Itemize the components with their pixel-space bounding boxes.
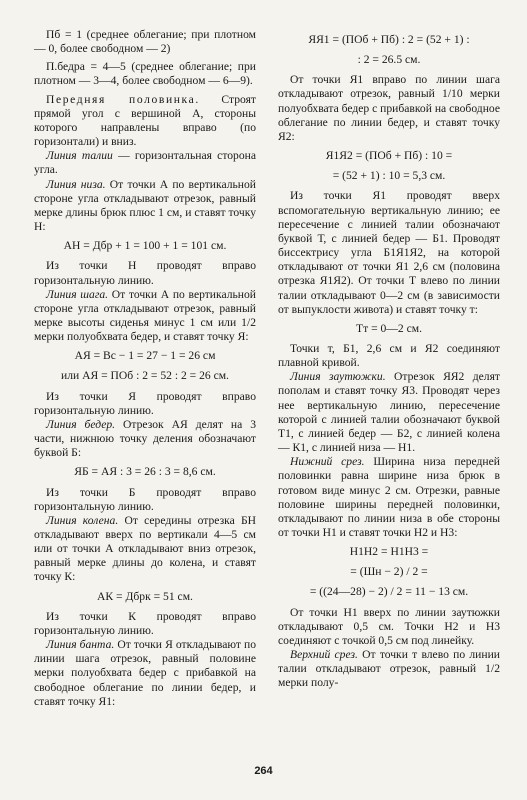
paragraph: [34, 638, 256, 709]
formula-line: [278, 149, 500, 163]
section-heading: Линия шага.: [46, 287, 109, 301]
paragraph-text: Из точки Я1 проводят вверх вспомогательную вертикальную линию; ее пересечение с линией талии обозначают буквой Т, с линией бедер — Б1. Проводят биссектрису угла Б1Я1Я2, на которой откладывают от точки Я1 2,6 см (половина отрезка Я1Я2). От точки Т влево по линии талии откладывают 0—2 см (в зависимости от выпуклости живота) и ставят точку т:: [278, 189, 500, 316]
paragraph-text: Тт = 0—2 см.: [356, 321, 422, 335]
paragraph: [34, 178, 256, 235]
paragraph-text: От точки А по вертикальной стороне угла откладывают отрезок, равный мерке длины брюк плюс 1 см, и ставят точку Н:: [34, 177, 256, 234]
paragraph-text: АН = Дбр + 1 = 100 + 1 = 101 см.: [63, 239, 227, 253]
paragraph: [34, 390, 256, 418]
formula-line: [278, 565, 500, 579]
paragraph-text: Отрезок ЯЯ2 делят пополам и ставят точку Я3. Проводят через нее вертикальную линию, пересечение которой с линией талии обозначают буквой Т1, с линией бедер — Б2, с линией колена — К1, с линией низа — Н1.: [278, 370, 500, 455]
paragraph-text: — горизонтальная сторона угла.: [34, 149, 256, 177]
paragraph-text: Пб = 1 (среднее облегание; при плотном — 0, более свободном — 2): [34, 28, 256, 56]
paragraph: [34, 149, 256, 177]
paragraph-text: П.бедра = 4—5 (среднее облегание; при плотном — 3—4, более свободном — 6—9).: [34, 60, 256, 88]
paragraph-text: Из точки К проводят вправо горизонтальную линию.: [34, 609, 256, 637]
formula-line: [278, 33, 500, 47]
paragraph-text: Строят прямой угол с вершиной А, стороны которого направлены вправо (по горизонтали) и вниз.: [34, 92, 256, 149]
paragraph-text: От точки А по вертикальной стороне угла откладывают отрезок, равный мерке высоты сиденья минус 1 см или 1/2 мерки полуобхвата бедер, и ставят точку Я:: [34, 287, 256, 344]
paragraph-text: АЯ = Вс − 1 = 27 − 1 = 26 см: [74, 349, 216, 363]
formula-line: [34, 369, 256, 383]
formula-line: [34, 349, 256, 363]
paragraph-text: Точки т, Б1, 2,6 см и Я2 соединяют плавной кривой.: [278, 341, 500, 370]
paragraph-text: От точки Я откладывают по линии шага отрезок, равный половине мерки полуобхвата бедер с прибавкой на свободное облегание по линии бедер, и ставят точку Я1:: [34, 638, 257, 708]
formula-line: [34, 590, 256, 604]
paragraph: [34, 259, 256, 287]
paragraph: [278, 648, 500, 690]
paragraph: [34, 60, 256, 88]
section-heading: Нижний срез.: [290, 455, 365, 469]
paragraph-text: АК = Дбрк = 51 см.: [97, 589, 193, 603]
formula-line: [34, 465, 256, 479]
paragraph: [34, 28, 256, 56]
formula-line: [278, 322, 500, 336]
section-heading: Линия талии: [46, 149, 113, 163]
paragraph-text: ЯЯ1 = (ПОб + Пб) : 2 = (52 + 1) :: [308, 33, 470, 46]
paragraph-text: или АЯ = ПОб : 2 = 52 : 2 = 26 см.: [61, 369, 229, 383]
formula-line: [34, 239, 256, 253]
paragraph: [278, 342, 500, 370]
paragraph-text: От точки т влево по линии талии откладывают отрезок, равный 1/2 мерки полу-: [278, 648, 500, 690]
paragraph-text: От середины отрезка БН откладывают вверх по вертикали 4—5 см или от точки А откладывают вниз отрезок, равный мерке длины до колена, и ставят точку К:: [34, 513, 256, 584]
section-heading: Линия банта.: [46, 638, 115, 652]
formula-line: [278, 53, 500, 67]
section-heading: Линия бедер.: [46, 417, 116, 431]
paragraph-text: Из точки Б проводят вправо горизонтальную линию.: [34, 485, 256, 513]
paragraph-text: = (52 + 1) : 10 = 5,3 см.: [332, 169, 446, 183]
paragraph: [34, 514, 256, 585]
paragraph: [34, 93, 256, 150]
paragraph-text: От точки Н1 вверх по линии заутюжки откладывают 0,5 см. Точки Н2 и Н3 соединяют с точкой 0,5 см под линейку.: [278, 605, 500, 647]
section-heading: Линия заутюжки.: [290, 370, 386, 384]
section-heading: Линия колена.: [46, 513, 119, 527]
paragraph: [34, 486, 256, 514]
paragraph-text: Из точки Н проводят вправо горизонтальную линию.: [34, 259, 256, 287]
section-heading: Передняя половинка.: [46, 92, 200, 106]
paragraph: [278, 606, 500, 648]
formula-line: [278, 585, 500, 599]
paragraph-text: : 2 = 26.5 см.: [357, 53, 421, 67]
paragraph: [278, 73, 500, 144]
paragraph: [34, 418, 256, 460]
paragraph-text: Из точки Я проводят вправо горизонтальную линию.: [34, 389, 256, 417]
paragraph-text: Я1Я2 = (ПОб + Пб) : 10 =: [325, 149, 453, 163]
paragraph-text: ЯБ = АЯ : 3 = 26 : 3 = 8,6 см.: [74, 465, 216, 479]
page-number: 264: [254, 765, 273, 777]
paragraph-text: = (Шн − 2) / 2 =: [350, 565, 428, 579]
paragraph-text: = ((24—28) − 2) / 2 = 11 − 13 см.: [309, 585, 469, 599]
paragraph: [278, 370, 500, 455]
formula-line: [278, 545, 500, 559]
formula-line: [278, 169, 500, 183]
paragraph-text: От точки Я1 вправо по линии шага откладывают отрезок, равный 1/10 мерки полуобхвата бедер с прибавкой на свободное облегание по линии бедер, и ставят точку Я2:: [278, 73, 500, 143]
paragraph-text: Отрезок АЯ делят на 3 части, нижнюю точку деления обозначают буквой Б:: [34, 417, 256, 460]
document-page: [34, 28, 500, 763]
paragraph: [278, 189, 500, 316]
right-text-column: [278, 28, 500, 691]
section-heading: Верхний срез.: [290, 648, 358, 662]
paragraph: [34, 288, 256, 345]
paragraph-text: Ширина низа передней половинки равна ширине низа брюк в готовом виде минус 2 см. Отрезки, равные половине ширины передней половинки, откладывают по линии низа в обе стороны от точки Н1 и ставят точки Н2 и Н3:: [278, 455, 500, 539]
paragraph: [278, 455, 500, 540]
left-text-column: [34, 28, 256, 709]
paragraph: [34, 610, 256, 638]
paragraph-text: Н1Н2 = Н1Н3 =: [349, 545, 429, 559]
section-heading: Линия низа.: [46, 177, 106, 191]
